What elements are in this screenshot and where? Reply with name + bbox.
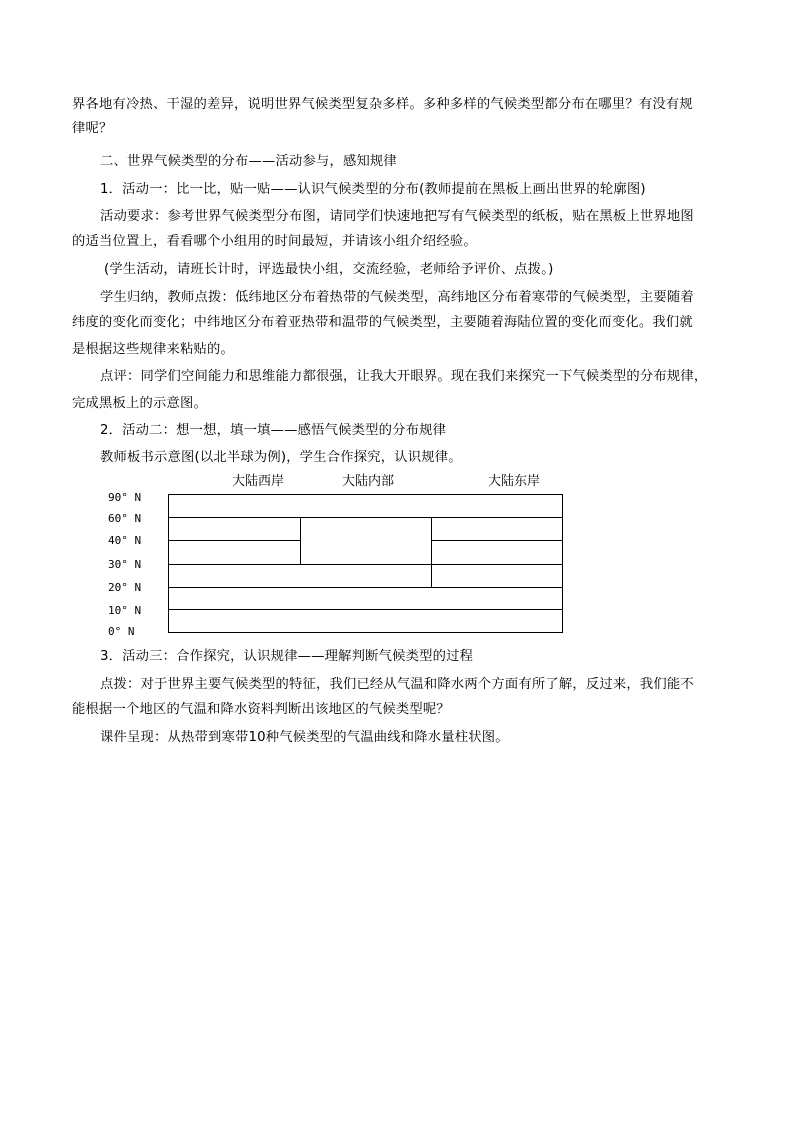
- latitude-label: 40° N: [108, 534, 142, 547]
- grid-line-10n: [168, 609, 563, 610]
- latitude-label: 0° N: [108, 625, 135, 638]
- paragraph-line: 纬度的变化而变化；中纬地区分布着亚热带和温带的气候类型，主要随着海陆位置的变化而变化。我们就: [72, 315, 693, 330]
- paragraph-line: 律呢？: [72, 121, 113, 136]
- latitude-label: 10° N: [108, 604, 142, 617]
- grid-line-40n-west: [168, 540, 301, 541]
- paragraph-line: 课件呈现：从热带到寒带10种气候类型的气温曲线和降水量柱状图。: [100, 730, 509, 745]
- grid-line-30n: [168, 564, 563, 565]
- section-heading: 二、世界气候类型的分布——活动参与，感知规律: [100, 154, 397, 169]
- activity-three-heading: 3．活动三：合作探究，认识规律——理解判断气候类型的过程: [100, 649, 474, 664]
- grid-border-bottom: [168, 632, 563, 633]
- grid-line-60n: [168, 517, 563, 518]
- grid-line-40n-east: [431, 540, 563, 541]
- latitude-label: 20° N: [108, 581, 142, 594]
- paragraph-line: 的适当位置上，看看哪个小组用的时间最短，并请该小组介绍经验。: [72, 234, 477, 249]
- paragraph-line: 能根据一个地区的气温和降水资料判断出该地区的气候类型呢？: [72, 702, 450, 717]
- paragraph-line: 活动要求：参考世界气候类型分布图，请同学们快速地把写有气候类型的纸板，贴在黑板上世界地图: [100, 209, 694, 224]
- activity-two-heading: 2．活动二：想一想，填一填——感悟气候类型的分布规律: [100, 423, 447, 438]
- column-header-east: 大陆东岸: [488, 474, 541, 489]
- grid-border-top: [168, 494, 563, 495]
- paragraph-line: 学生归纳，教师点拨：低纬地区分布着热带的气候类型，高纬地区分布着寒带的气候类型，主要随着: [100, 290, 694, 305]
- grid-line-20n: [168, 587, 563, 588]
- paragraph-line: 点拨：对于世界主要气候类型的特征，我们已经从气温和降水两个方面有所了解，反过来，我们能不: [100, 677, 694, 692]
- paragraph-line: 是根据这些规律来粘贴的。: [72, 342, 234, 357]
- paragraph-line: 界各地有冷热、干湿的差异，说明世界气候类型复杂多样。多种多样的气候类型都分布在哪里？有没有规: [72, 97, 693, 112]
- latitude-label: 90° N: [108, 491, 142, 504]
- paragraph-line: 完成黑板上的示意图。: [72, 396, 207, 411]
- paragraph-line: 点评：同学们空间能力和思维能力都很强，让我大开眼界。现在我们来探究一下气候类型的分布规律，: [100, 369, 708, 384]
- paragraph-line: (学生活动，请班长计时，评选最快小组，交流经验，老师给予评价、点拨。): [104, 262, 554, 277]
- grid-divider-west: [300, 517, 301, 564]
- latitude-label: 60° N: [108, 512, 142, 525]
- activity-one-heading: 1．活动一：比一比，贴一贴——认识气候类型的分布(教师提前在黑板上画出世界的轮廓图): [100, 182, 646, 197]
- column-header-interior: 大陆内部: [342, 474, 395, 489]
- grid-divider-east: [431, 517, 432, 587]
- column-header-west: 大陆西岸: [232, 474, 285, 489]
- paragraph-line: 教师板书示意图(以北半球为例)，学生合作探究，认识规律。: [100, 450, 462, 465]
- latitude-label: 30° N: [108, 558, 142, 571]
